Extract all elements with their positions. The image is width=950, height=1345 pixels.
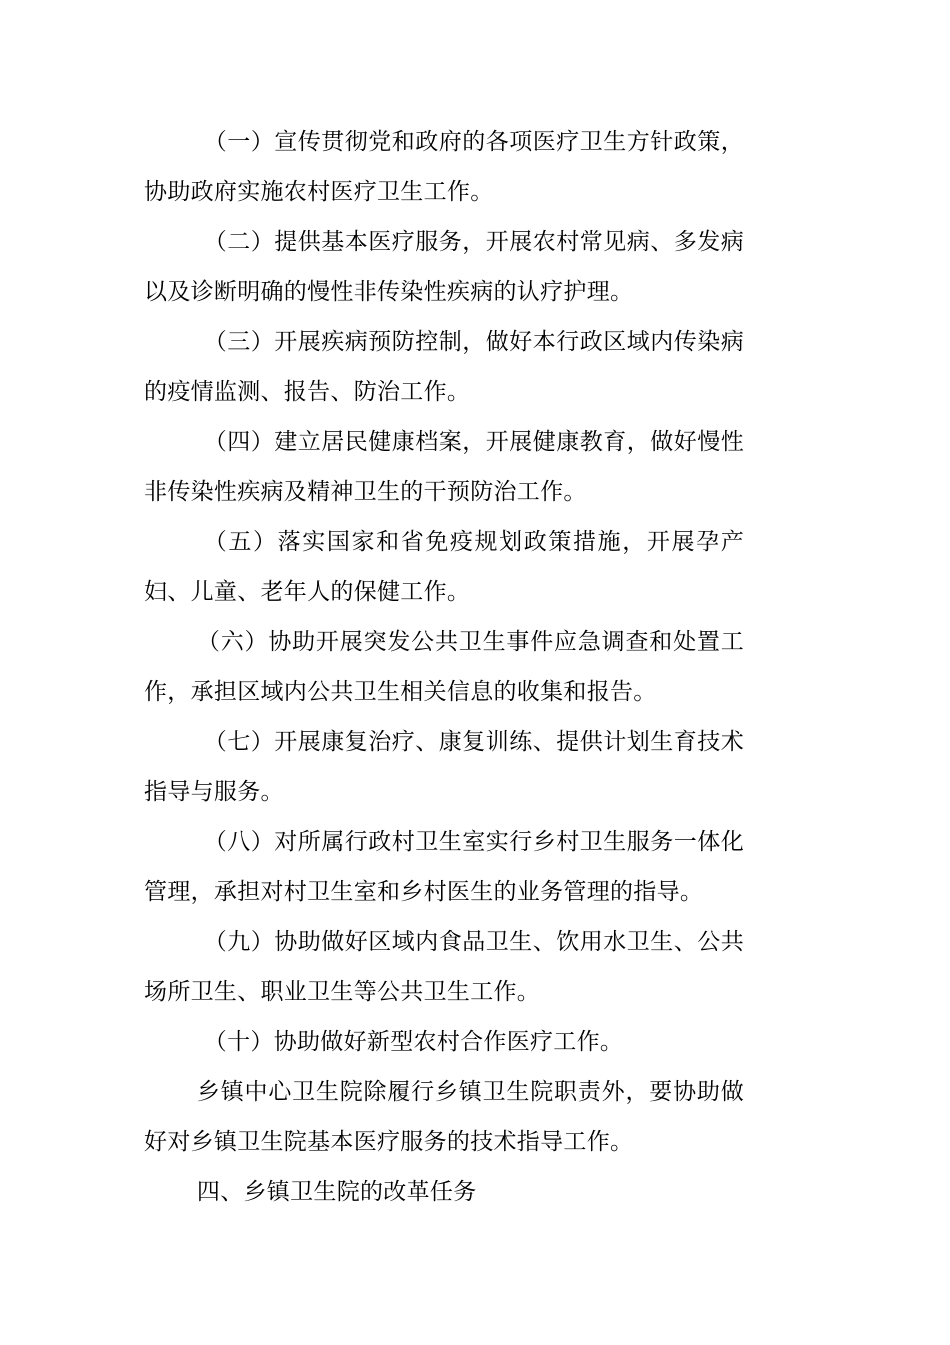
paragraph-item-10: （十）协助做好新型农村合作医疗工作。 <box>203 1029 624 1055</box>
paragraph-item-2: （二）提供基本医疗服务，开展农村常见病、多发病以及诊断明确的慢性非传染性疾病的认疗护理。 <box>144 229 744 305</box>
paragraph-item-8: （八）对所属行政村卫生室实行乡村卫生服务一体化管理，承担对村卫生室和乡村医生的业务管理的指导。 <box>144 829 744 905</box>
paragraph-center-hospital: 乡镇中心卫生院除履行乡镇卫生院职责外，要协助做好对乡镇卫生院基本医疗服务的技术指导工作。 <box>144 1079 744 1155</box>
paragraph-item-1: （一）宣传贯彻党和政府的各项医疗卫生方针政策，协助政府实施农村医疗卫生工作。 <box>144 129 744 205</box>
paragraph-item-9: （九）协助做好区域内食品卫生、饮用水卫生、公共场所卫生、职业卫生等公共卫生工作。 <box>144 929 744 1005</box>
section-4-heading: 四、乡镇卫生院的改革任务 <box>196 1179 477 1205</box>
paragraph-item-4: （四）建立居民健康档案，开展健康教育，做好慢性非传染性疾病及精神卫生的干预防治工作。 <box>144 429 744 505</box>
paragraph-item-6: （六）协助开展突发公共卫生事件应急调查和处置工作，承担区域内公共卫生相关信息的收集和报告。 <box>144 629 744 705</box>
paragraph-item-7: （七）开展康复治疗、康复训练、提供计划生育技术指导与服务。 <box>144 729 744 805</box>
paragraph-item-5: （五）落实国家和省免疫规划政策措施，开展孕产妇、儿童、老年人的保健工作。 <box>144 529 744 605</box>
paragraph-item-3: （三）开展疾病预防控制，做好本行政区域内传染病的疫情监测、报告、防治工作。 <box>144 329 744 405</box>
